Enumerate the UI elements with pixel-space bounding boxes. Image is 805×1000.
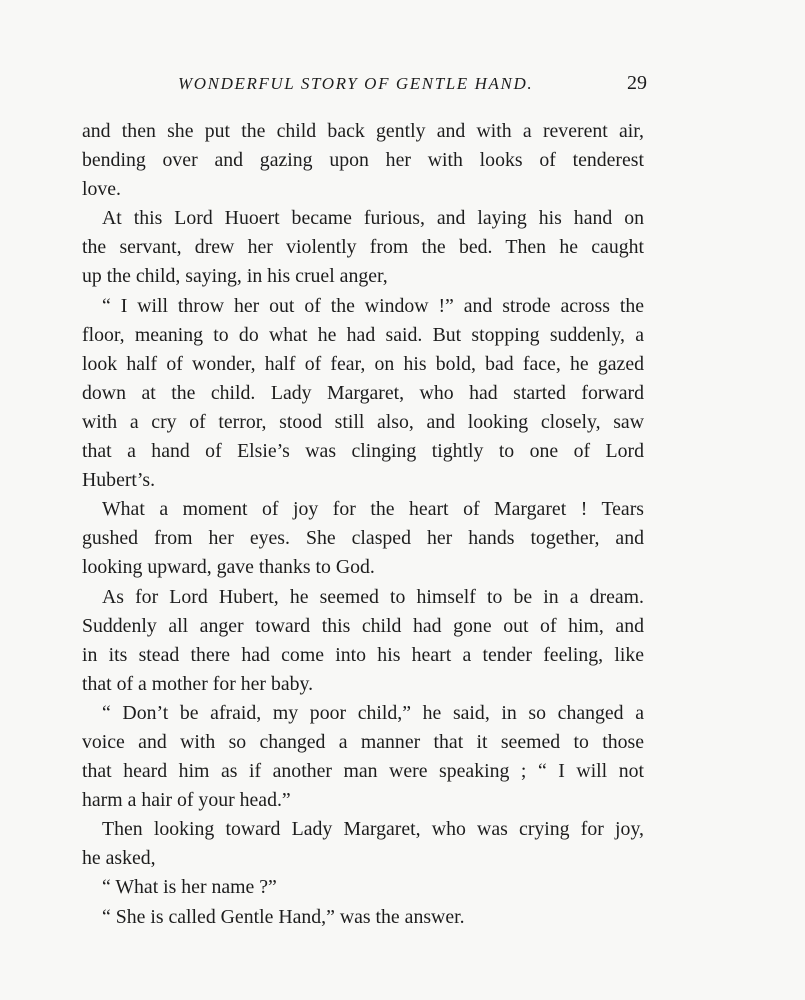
text-line: As for Lord Hubert, he seemed to himself to be in a dream. xyxy=(102,585,644,608)
text-line: with a cry of terror, stood still also, and looking closely, saw xyxy=(82,410,644,433)
text-line: Then looking toward Lady Margaret, who was crying for joy, xyxy=(102,818,644,841)
text-line: down at the child. Lady Margaret, who had started forward xyxy=(82,381,644,404)
text-line: he asked, xyxy=(82,847,156,870)
text-line: gushed from her eyes. She clasped her hands together, and xyxy=(82,527,644,550)
text-line: “ Don’t be afraid, my poor child,” he said, in so changed a xyxy=(102,701,644,724)
text-line: harm a hair of your head.” xyxy=(82,789,291,812)
text-line: in its stead there had come into his heart a tender feeling, like xyxy=(82,643,644,666)
text-line: voice and with so changed a manner that it seemed to those xyxy=(82,730,644,753)
text-line: the servant, drew her violently from the bed. Then he caught xyxy=(82,236,644,259)
text-line: “ I will throw her out of the window !” and strode across the xyxy=(102,294,644,317)
text-line: looking upward, gave thanks to God. xyxy=(82,556,375,579)
text-line: Hubert’s. xyxy=(82,469,156,492)
running-title: WONDERFUL STORY OF GENTLE HAND. xyxy=(178,74,534,93)
text-line: look half of wonder, half of fear, on his bold, bad face, he gazed xyxy=(82,352,644,375)
text-line: love. xyxy=(82,178,122,201)
text-line: that a hand of Elsie’s was clinging tightly to one of Lord xyxy=(82,440,644,463)
text-line: that heard him as if another man were speaking ; “ I will not xyxy=(82,760,644,783)
text-line: “ She is called Gentle Hand,” was the answer. xyxy=(102,905,465,928)
text-line: What a moment of joy for the heart of Margaret ! Tears xyxy=(102,498,644,521)
running-header xyxy=(82,72,647,102)
text-line: “ What is her name ?” xyxy=(102,876,277,899)
text-line: and then she put the child back gently and with a reverent air, xyxy=(82,120,644,142)
page-number: 29 xyxy=(627,72,647,94)
text-line: Suddenly all anger toward this child had gone out of him, and xyxy=(82,614,644,637)
text-line: that of a mother for her baby. xyxy=(82,672,314,695)
text-line: bending over and gazing upon her with looks of tenderest xyxy=(82,149,644,172)
story-text xyxy=(82,117,644,932)
text-line: up the child, saying, in his cruel anger, xyxy=(82,265,388,288)
text-line: floor, meaning to do what he had said. But stopping suddenly, a xyxy=(82,323,644,346)
text-line: At this Lord Huoert became furious, and laying his hand on xyxy=(102,207,644,230)
